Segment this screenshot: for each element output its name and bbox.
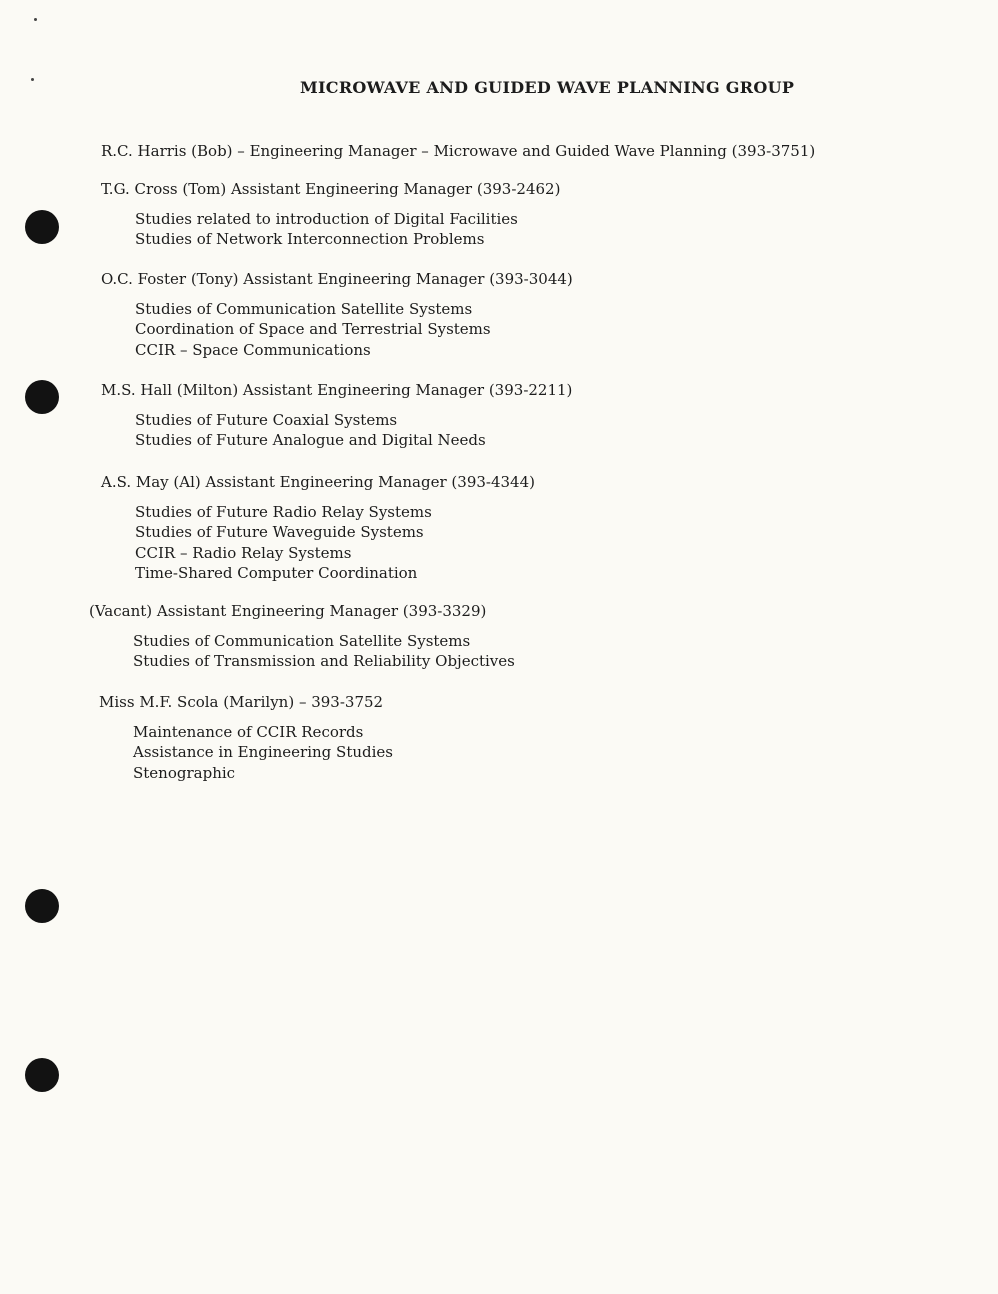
duty-line: Studies of Future Radio Relay Systems — [135, 503, 432, 521]
staff-entry — [101, 179, 560, 250]
staff-name-line: R.C. Harris (Bob) – Engineering Manager – Microwave and Guided Wave Planning (393-3751) — [101, 142, 816, 160]
page-title: MICROWAVE AND GUIDED WAVE PLANNING GROUP — [300, 78, 795, 97]
punch-hole-2 — [25, 380, 59, 414]
staff-name-line: Miss M.F. Scola (Marilyn) – 393-3752 — [99, 693, 384, 711]
duty-line: Stenographic — [133, 763, 236, 782]
staff-entry — [101, 141, 815, 171]
staff-name-line: (Vacant) Assistant Engineering Manager (393-3329) — [89, 602, 487, 620]
staff-entry — [99, 692, 393, 783]
duty-line: Studies of Communication Satellite Systems — [133, 632, 471, 650]
paper-speck — [34, 18, 37, 21]
duty-line: Assistance in Engineering Studies — [133, 743, 393, 762]
duty-line: Studies of Future Analogue and Digital Needs — [135, 431, 486, 450]
duty-line: Coordination of Space and Terrestrial Systems — [135, 320, 491, 339]
duty-line: Maintenance of CCIR Records — [133, 723, 364, 741]
staff-entry — [101, 269, 573, 360]
duty-line: CCIR – Radio Relay Systems — [135, 543, 352, 562]
duty-line: Studies of Future Waveguide Systems — [135, 523, 424, 542]
punch-hole-4 — [25, 1058, 59, 1092]
duty-line: Studies related to introduction of Digital Facilities — [135, 210, 518, 228]
duty-line: Studies of Transmission and Reliability Objectives — [133, 652, 515, 671]
punch-hole-3 — [25, 889, 59, 923]
staff-name-line: T.G. Cross (Tom) Assistant Engineering Manager (393-2462) — [101, 180, 561, 198]
staff-entry — [101, 380, 572, 451]
duty-line: Time-Shared Computer Coordination — [135, 564, 418, 583]
staff-entry — [89, 601, 515, 672]
staff-name-line: A.S. May (Al) Assistant Engineering Manager (393-4344) — [101, 473, 535, 491]
duty-line: Studies of Communication Satellite Systems — [135, 300, 473, 318]
staff-name-line: M.S. Hall (Milton) Assistant Engineering Manager (393-2211) — [101, 381, 573, 399]
duty-line: CCIR – Space Communications — [135, 340, 371, 359]
punch-hole-1 — [25, 210, 59, 244]
duty-line: Studies of Network Interconnection Problems — [135, 230, 485, 249]
duty-line: Studies of Future Coaxial Systems — [135, 411, 398, 429]
staff-name-line: O.C. Foster (Tony) Assistant Engineering Manager (393-3044) — [101, 270, 573, 288]
staff-entry — [101, 472, 535, 584]
paper-speck — [31, 78, 34, 81]
